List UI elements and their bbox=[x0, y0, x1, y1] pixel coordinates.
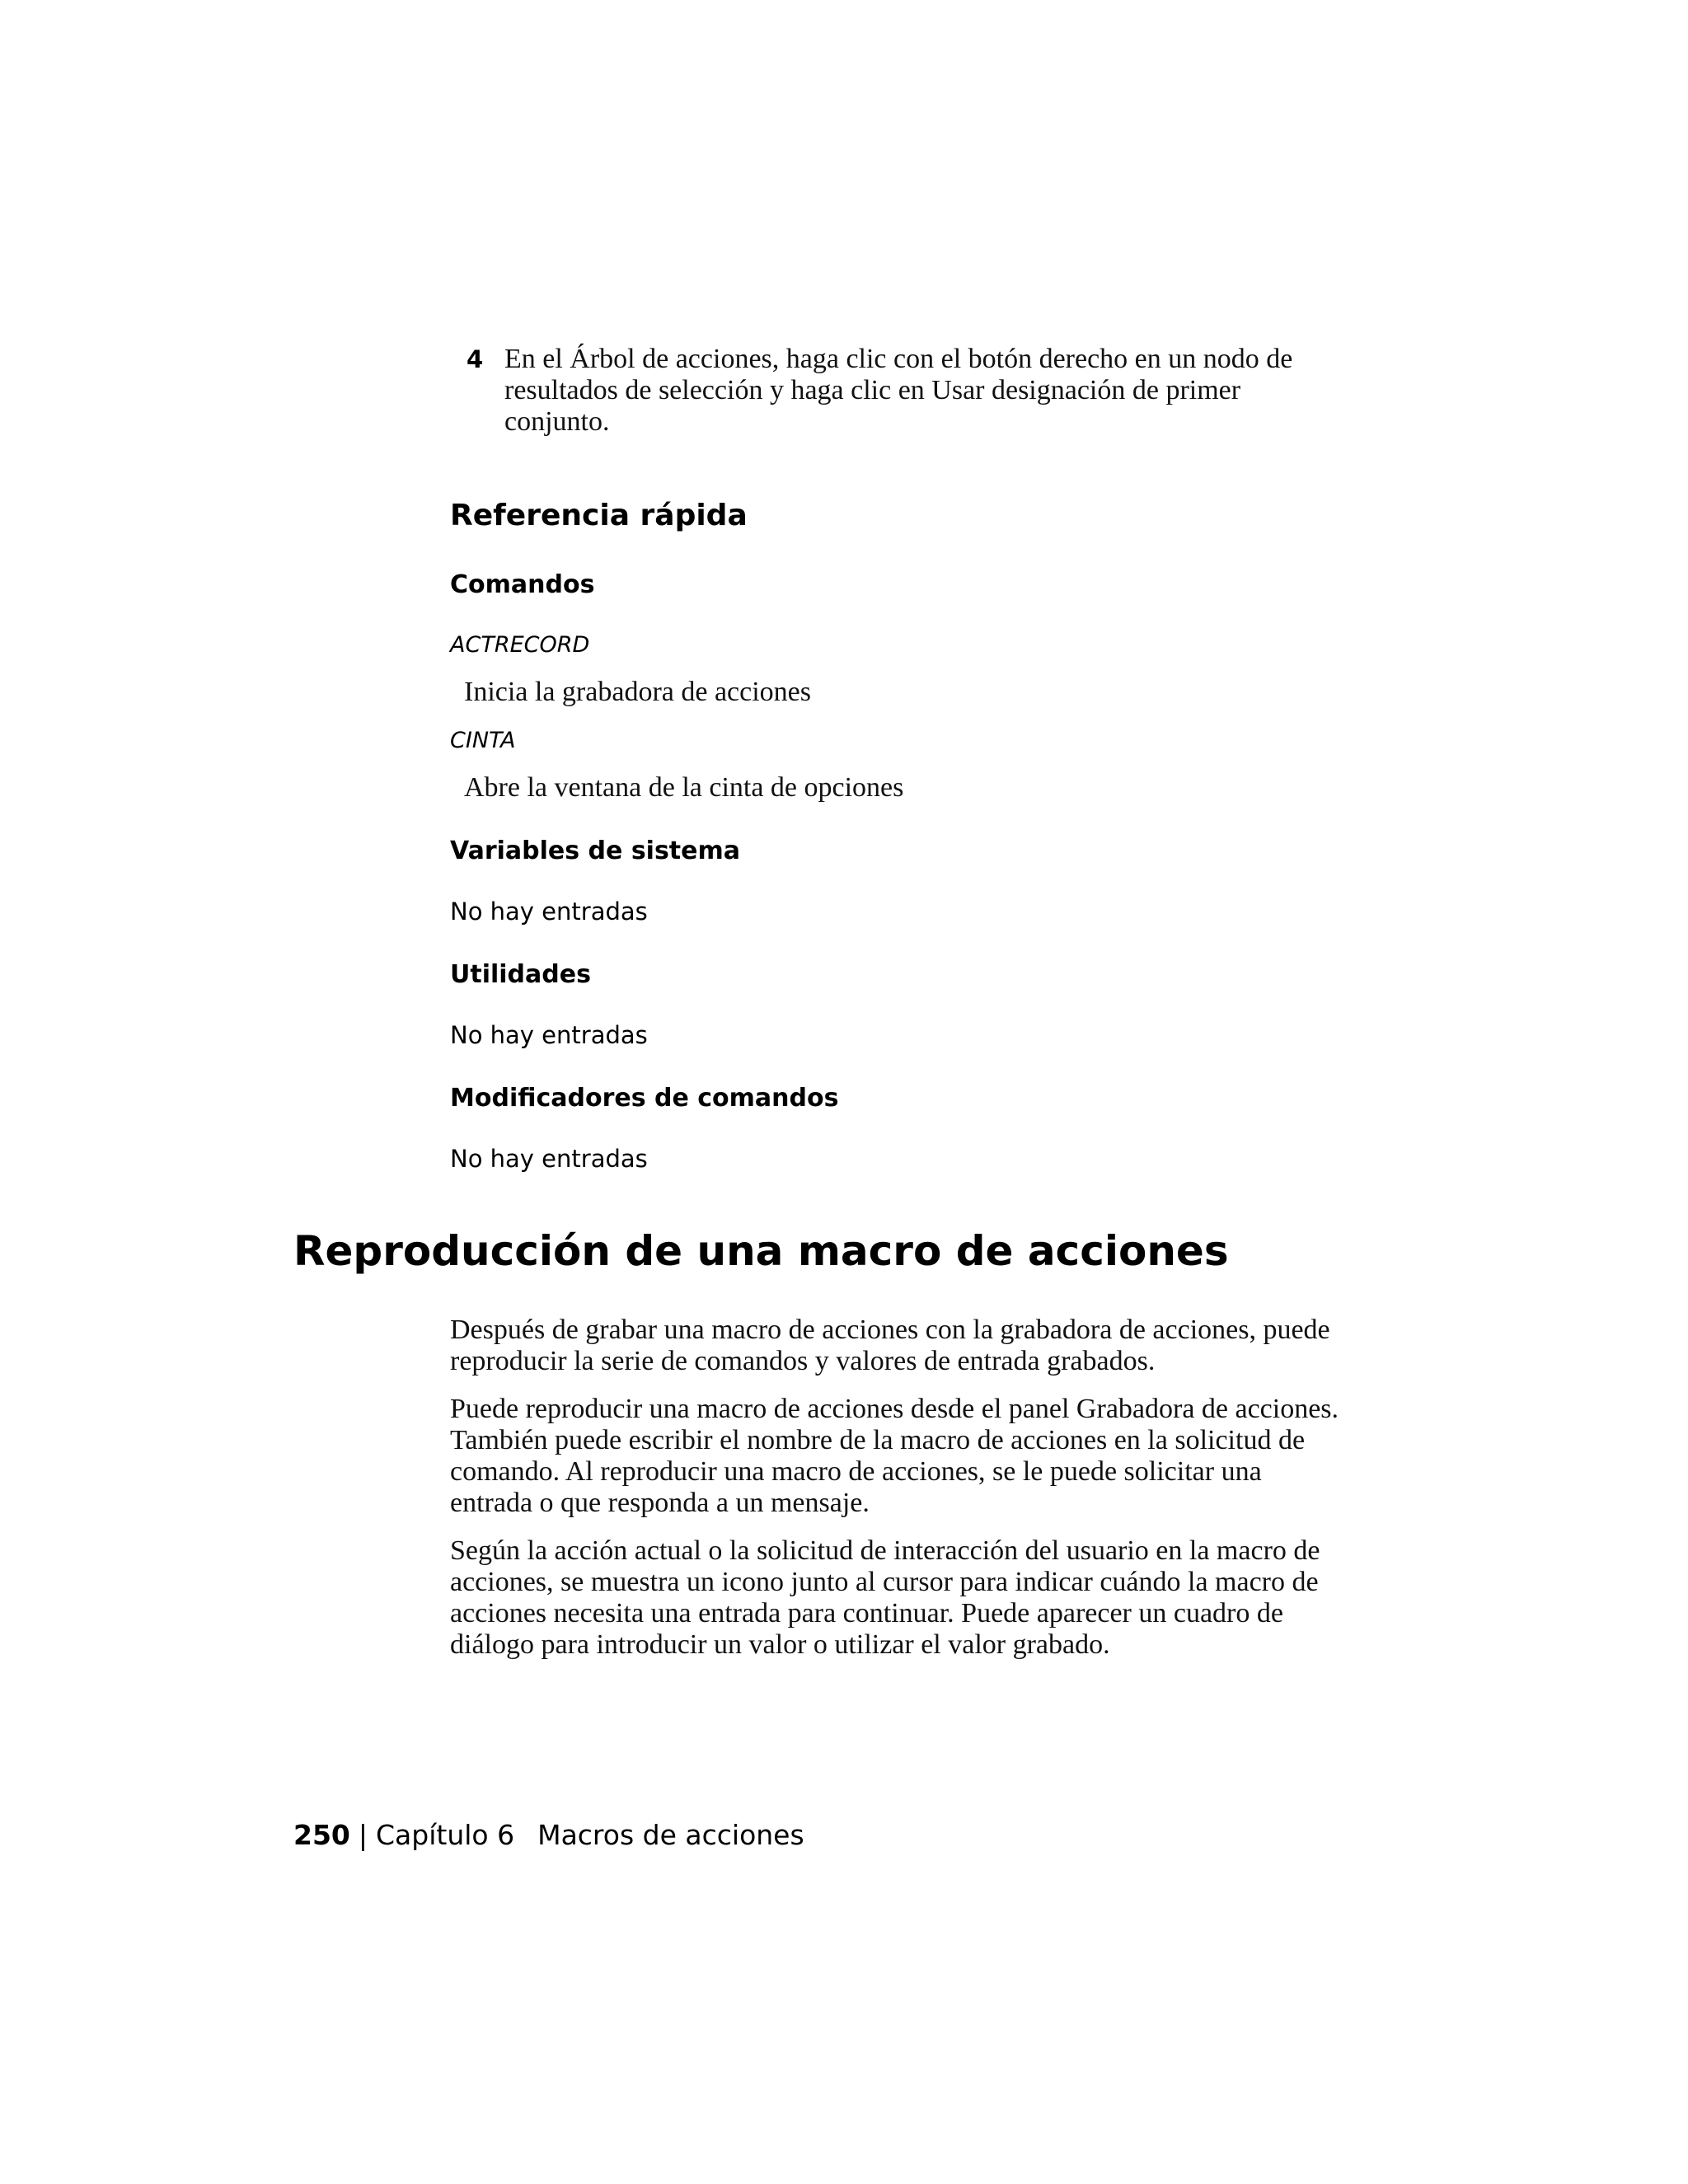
chapter-title: Macros de acciones bbox=[537, 1819, 804, 1851]
command-description: Abre la ventana de la cinta de opciones bbox=[464, 772, 904, 803]
command-name: CINTA bbox=[450, 728, 516, 753]
section-title: Reproducción de una macro de acciones bbox=[293, 1227, 1229, 1275]
command-description: Inicia la grabadora de acciones bbox=[464, 677, 811, 707]
quick-reference-heading: Referencia rápida bbox=[450, 499, 748, 532]
commands-heading: Comandos bbox=[450, 570, 595, 599]
section-paragraph: Según la acción actual o la solicitud de interacción del usuario en la macro de acciones, se muestra un icono junto al cursor para indicar cuándo la macro de acciones necesita una entrada para continuar. Puede aparecer un cuadro de diálogo para introducir un valor o utilizar el valor grabado. bbox=[450, 1535, 1320, 1660]
section-paragraph: Puede reproducir una macro de acciones desde el panel Grabadora de acciones. También puede escribir el nombre de la macro de acciones en la solicitud de comando. Al reproducir una macro de acciones, se le puede solicitar una entrada o que responda a un mensaje. bbox=[450, 1394, 1339, 1518]
section-paragraph: Después de grabar una macro de acciones con la grabadora de acciones, puede reproducir la serie de comandos y valores de entrada grabados. bbox=[450, 1315, 1330, 1376]
sysvars-text: No hay entradas bbox=[450, 898, 648, 926]
page-number: 250 bbox=[293, 1819, 350, 1851]
chapter-label: Capítulo 6 bbox=[376, 1819, 515, 1851]
footer-separator: | bbox=[358, 1819, 368, 1851]
utilities-heading: Utilidades bbox=[450, 960, 591, 989]
sysvars-heading: Variables de sistema bbox=[450, 837, 741, 865]
modifiers-heading: Modificadores de comandos bbox=[450, 1084, 839, 1113]
utilities-text: No hay entradas bbox=[450, 1021, 648, 1049]
command-name: ACTRECORD bbox=[450, 632, 590, 658]
modifiers-text: No hay entradas bbox=[450, 1145, 648, 1173]
page-footer bbox=[293, 1819, 804, 1852]
step-number: 4 bbox=[467, 345, 484, 373]
step-text: En el Árbol de acciones, haga clic con el botón derecho en un nodo de resultados de selección y haga clic en Usar designación de primer conjunto. bbox=[504, 344, 1293, 437]
